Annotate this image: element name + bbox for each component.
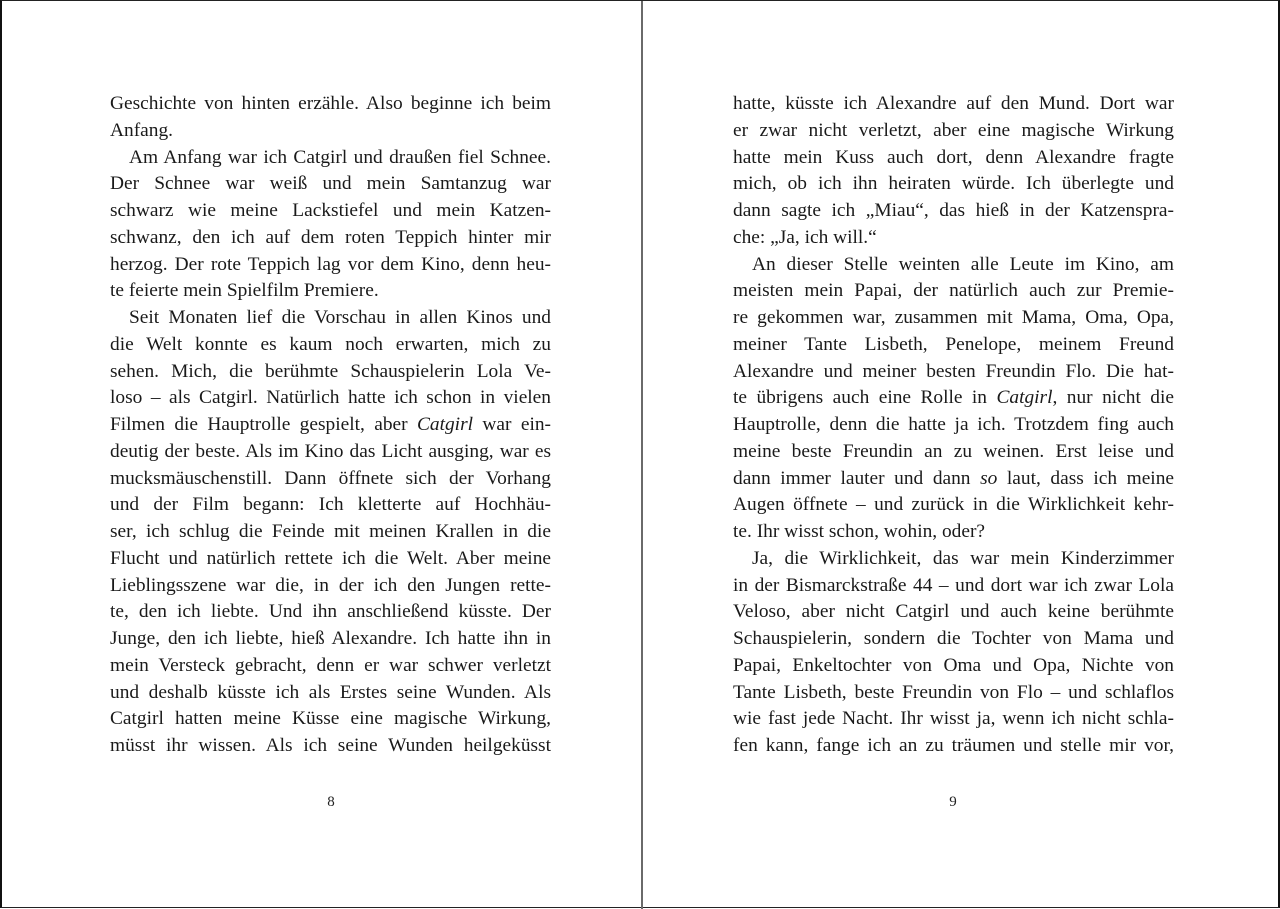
text-line: Catgirl hatten meine Küsse eine magische Wirkung, — [110, 708, 551, 730]
text-line: dann sagte ich „Miau“, das hieß in der Katzenspra- — [733, 200, 1174, 221]
left-page — [2, 1, 640, 909]
text-line: und deshalb küsste ich als Erstes seine Wunden. Als — [110, 681, 551, 703]
text-line: Anfang. — [110, 119, 174, 141]
text-line: deutig der beste. Als im Kino das Licht ausging, war es — [110, 440, 551, 462]
text-line: Alexandre und meiner besten Freundin Flo. Die hat- — [733, 360, 1174, 382]
left-page-text — [110, 91, 551, 760]
text-line: te feierte mein Spielfilm Premiere. — [110, 280, 379, 302]
text-line: Am Anfang war ich Catgirl und draußen fiel Schnee. — [129, 146, 551, 168]
italic-title: so — [980, 467, 998, 489]
text-line: Lieblingsszene war die, in der ich den Jungen rette- — [110, 574, 551, 596]
text-line: fen kann, fange ich an zu träumen und stelle mir vor, — [733, 735, 1174, 756]
text-line: Ja, die Wirklichkeit, das war mein Kinderzimmer — [752, 547, 1174, 569]
text-line: te übrigens auch eine Rolle in Catgirl, nur nicht die — [733, 387, 1174, 409]
text-line: Papai, Enkeltochter von Oma und Opa, Nichte von — [733, 654, 1174, 676]
text-line: Augen öffnete – und zurück in die Wirklichkeit kehr- — [733, 494, 1174, 516]
text-line: An dieser Stelle weinten alle Leute im Kino, am — [752, 253, 1174, 275]
text-line: te, den ich liebte. Und ihn anschließend küsste. Der — [110, 601, 551, 623]
text-line: er zwar nicht verletzt, aber eine magische Wirkung — [733, 119, 1174, 141]
text-line: re gekommen war, zusammen mit Mama, Oma, Opa, — [733, 307, 1174, 328]
text-line: sehen. Mich, die berühmte Schauspielerin Lola Ve- — [110, 360, 551, 382]
italic-title: Catgirl — [996, 387, 1053, 409]
right-page — [643, 1, 1280, 909]
right-page-text — [733, 91, 1174, 760]
text-line: ser, ich schlug die Feinde mit meinen Krallen in die — [110, 521, 551, 542]
text-line: wie fast jede Nacht. Ihr wisst ja, wenn ich nicht schla- — [733, 708, 1174, 730]
text-line: Geschichte von hinten erzähle. Also beginne ich beim — [110, 93, 551, 114]
text-line: Seit Monaten lief die Vorschau in allen Kinos und — [129, 307, 551, 328]
text-line: schwanz, den ich auf dem roten Teppich hinter mir — [110, 226, 551, 248]
text-line: schwarz wie meine Lackstiefel und mein Katzen- — [110, 200, 551, 221]
text-line: Filmen die Hauptrolle gespielt, aber Catgirl war ein- — [110, 414, 551, 435]
text-line: dann immer lauter und dann so laut, dass ich meine — [733, 467, 1174, 489]
text-line: in der Bismarckstraße 44 – und dort war ich zwar Lola — [733, 574, 1174, 596]
text-line: und der Film begann: Ich kletterte auf Hochhäu- — [110, 494, 551, 516]
text-line: Flucht und natürlich rettete ich die Welt. Aber meine — [110, 547, 551, 569]
text-line: meisten mein Papai, der natürlich auch zur Premie- — [733, 280, 1174, 302]
text-line: hatte, küsste ich Alexandre auf den Mund. Dort war — [733, 93, 1174, 114]
text-line: Der Schnee war weiß und mein Samtanzug war — [110, 173, 551, 195]
text-line: meine beste Freundin an zu weinen. Erst leise und — [733, 440, 1174, 462]
text-line: te. Ihr wisst schon, wohin, oder? — [733, 521, 986, 542]
text-line: die Welt konnte es kaum noch erwarten, mich zu — [110, 333, 551, 355]
text-line: Hauptrolle, denn die hatte ja ich. Trotzdem fing auch — [733, 414, 1174, 435]
right-page-number: 9 — [949, 794, 957, 810]
text-line: Schauspielerin, sondern die Tochter von Mama und — [733, 628, 1174, 649]
text-line: loso – als Catgirl. Natürlich hatte ich schon in vielen — [110, 387, 551, 409]
italic-title: Catgirl — [416, 414, 474, 435]
text-line: mucksmäuschenstill. Dann öffnete sich der Vorhang — [110, 467, 551, 489]
text-line: meiner Tante Lisbeth, Penelope, meinem Freund — [733, 333, 1174, 355]
left-page-number: 8 — [327, 794, 335, 810]
text-line: Veloso, aber nicht Catgirl und auch keine berühmte — [733, 601, 1174, 623]
text-line: Tante Lisbeth, beste Freundin von Flo – und schlaflos — [733, 681, 1174, 703]
text-line: hatte mein Kuss auch dort, denn Alexandre fragte — [733, 146, 1174, 168]
text-line: mich, ob ich ihn heiraten würde. Ich überlegte und — [733, 173, 1174, 195]
text-line: herzog. Der rote Teppich lag vor dem Kino, denn heu- — [110, 253, 551, 275]
text-line: Junge, den ich liebte, hieß Alexandre. Ich hatte ihn in — [110, 628, 551, 649]
text-line: müsst ihr wissen. Als ich seine Wunden heilgeküsst — [110, 735, 551, 756]
text-line: che: „Ja, ich will.“ — [733, 226, 877, 248]
text-line: mein Versteck gebracht, denn er war schwer verletzt — [110, 654, 551, 676]
